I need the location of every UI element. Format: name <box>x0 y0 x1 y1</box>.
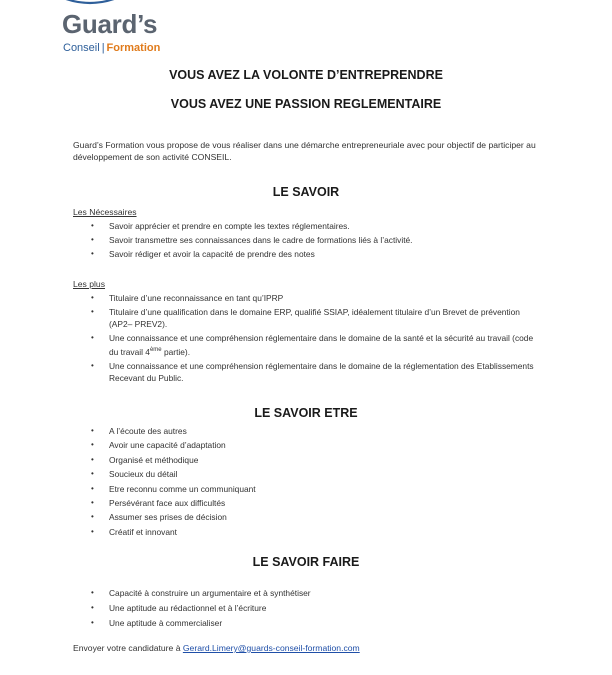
item-text: Soucieux du détail <box>109 469 178 480</box>
label-necessaires: Les Nécessaires <box>73 207 137 217</box>
bullet-icon: • <box>91 333 94 342</box>
list-item <box>91 234 541 246</box>
footer-application <box>73 643 360 653</box>
item-text <box>109 333 533 357</box>
logo-sub-separator: | <box>101 42 105 54</box>
section-title-savoir-etre: LE SAVOIR ETRE <box>254 406 358 420</box>
list-item <box>91 425 541 437</box>
company-logo <box>62 0 182 60</box>
list-item <box>91 248 541 260</box>
bullet-icon: • <box>91 307 94 316</box>
list-item <box>91 483 541 495</box>
item-text: Une aptitude au rédactionnel et à l’écriture <box>109 603 267 613</box>
list-item <box>91 439 541 451</box>
list-item <box>91 220 541 232</box>
bullet-icon: • <box>91 469 94 479</box>
item-text: Titulaire d’une qualification dans le domaine ERP, qualifié SSIAP, idéalement titulaire d’un Brevet de prévention (AP2– PREV2). <box>109 307 520 329</box>
logo-arc-graphic <box>64 0 116 6</box>
list-item <box>91 497 541 509</box>
list-item <box>91 468 541 480</box>
bullet-icon: • <box>91 512 94 522</box>
bullet-icon: • <box>91 360 94 370</box>
section-title-savoir-faire: LE SAVOIR FAIRE <box>252 555 360 569</box>
bullet-icon: • <box>91 235 94 244</box>
bullet-icon: • <box>91 588 94 597</box>
list-item <box>91 511 541 523</box>
logo-sub-formation: Formation <box>106 42 161 54</box>
headline-entreprendre: VOUS AVEZ LA VOLONTE D’ENTREPRENDRE <box>169 68 443 82</box>
item-text: Titulaire d’une reconnaissance en tant qu’IPRP <box>109 293 284 303</box>
item-text: Persévérant face aux difficultés <box>109 497 226 508</box>
item-text-part: partie). <box>161 346 191 357</box>
bullet-icon: • <box>91 440 94 450</box>
item-text: Une aptitude à commercialiser <box>109 618 223 628</box>
list-item <box>91 602 541 614</box>
item-text-part: Une connaissance et une compréhension réglementaire dans le domaine de la santé et la sécurité au travail (code du travail 4 <box>109 333 534 357</box>
list-item <box>91 360 541 384</box>
list-item <box>91 454 541 466</box>
logo-sub-conseil: Conseil <box>63 42 100 54</box>
bullet-icon: • <box>91 221 94 230</box>
logo-name: Guard’s <box>62 9 158 39</box>
list-item <box>91 587 541 599</box>
bullet-icon: • <box>91 603 94 612</box>
item-text: Capacité à construire un argumentaire et à synthétiser <box>109 588 311 598</box>
bullet-icon: • <box>91 618 94 627</box>
list-item <box>91 292 541 304</box>
item-text: Etre reconnu comme un communiquant <box>109 483 256 494</box>
item-text: Savoir rédiger et avoir la capacité de prendre des notes <box>109 249 315 259</box>
logo-subtitle <box>63 43 160 54</box>
bullet-icon: • <box>91 497 94 507</box>
list-savoir-faire <box>91 587 541 629</box>
list-item <box>91 306 541 330</box>
item-text: Organisé et méthodique <box>109 454 199 465</box>
bullet-icon: • <box>91 526 94 536</box>
headline-passion: VOUS AVEZ UNE PASSION REGLEMENTAIRE <box>170 97 442 111</box>
bullet-icon: • <box>91 483 94 493</box>
list-les-plus <box>91 292 541 384</box>
section-title-savoir: LE SAVOIR <box>272 185 340 199</box>
footer-text: Envoyer votre candidature à <box>73 643 183 653</box>
item-text: A l’écoute des autres <box>109 426 187 436</box>
list-item <box>91 332 541 358</box>
item-text: Créatif et innovant <box>109 526 177 537</box>
contact-email-link[interactable]: Gerard.Limery@guards-conseil-formation.com <box>182 643 360 653</box>
item-text: Avoir une capacité d’adaptation <box>109 440 226 451</box>
item-text: Savoir transmettre ses connaissances dans le cadre de formations liés à l’activité. <box>109 235 413 245</box>
bullet-icon: • <box>91 426 94 435</box>
item-text: Savoir apprécier et prendre en compte les textes réglementaires. <box>109 221 350 231</box>
list-item <box>91 526 541 538</box>
intro-paragraph: Guard’s Formation vous propose de vous réaliser dans une démarche entrepreneuriale avec pour objectif de participer au développement de son activité CONSEIL. <box>73 140 536 162</box>
list-savoir-etre <box>91 425 541 538</box>
item-superscript: ème <box>149 347 162 353</box>
label-les-plus: Les plus <box>73 279 106 289</box>
bullet-icon: • <box>91 454 94 464</box>
bullet-icon: • <box>91 249 94 258</box>
item-text: Une connaissance et une compréhension réglementaire dans le domaine de la réglementation des Etablissements Recevant du Public. <box>109 360 534 383</box>
bullet-icon: • <box>91 293 94 302</box>
list-necessaires <box>91 220 541 260</box>
list-item <box>91 617 541 629</box>
item-text: Assumer ses prises de décision <box>109 512 227 523</box>
